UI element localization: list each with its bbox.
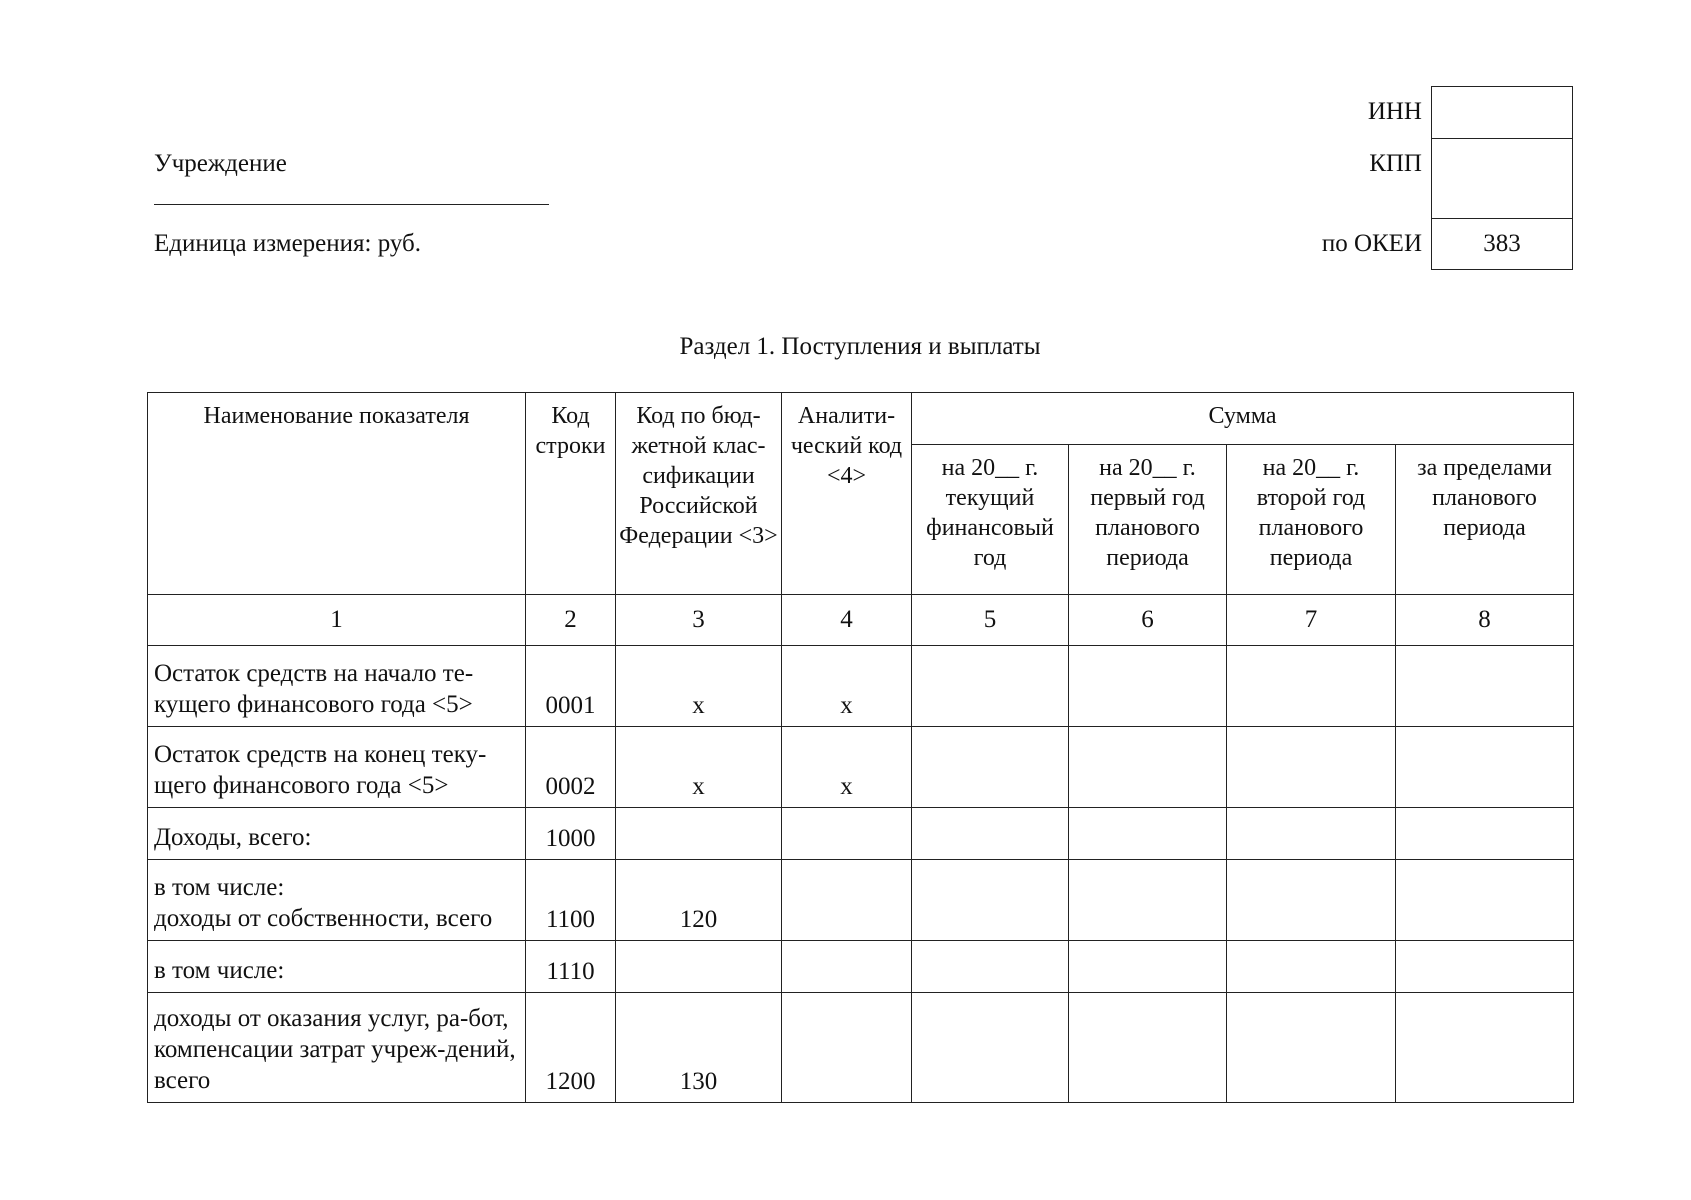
institution-label: Учреждение (154, 150, 287, 177)
institution-underline (154, 204, 549, 205)
row-budget-code (616, 941, 782, 993)
unit-label: Единица измерения: руб. (154, 230, 422, 257)
header-budget-code: Код по бюд-жетной клас-сификации Российской Федерации <3> (616, 393, 782, 595)
row-name: в том числе: (148, 941, 526, 993)
column-number: 7 (1227, 595, 1396, 646)
column-number: 1 (148, 595, 526, 646)
sum-cell[interactable] (1069, 646, 1227, 727)
row-analytic-code (782, 993, 912, 1103)
row-analytic-code: x (782, 646, 912, 727)
table-row (148, 808, 1574, 860)
header-line-code: Код строки (526, 393, 616, 595)
sum-cell[interactable] (1396, 860, 1574, 941)
column-number: 6 (1069, 595, 1227, 646)
row-analytic-code (782, 941, 912, 993)
column-number: 2 (526, 595, 616, 646)
sum-cell[interactable] (1227, 993, 1396, 1103)
table-row (148, 727, 1574, 808)
inn-label: ИНН (1367, 98, 1422, 125)
sum-cell[interactable] (912, 646, 1069, 727)
column-number: 3 (616, 595, 782, 646)
okei-value: 383 (1483, 230, 1521, 257)
sum-cell[interactable] (1396, 808, 1574, 860)
sum-cell[interactable] (1069, 941, 1227, 993)
header-sum-current: на 20__ г. текущий финансовый год (912, 445, 1069, 595)
column-number: 4 (782, 595, 912, 646)
row-analytic-code (782, 860, 912, 941)
row-code: 1200 (526, 993, 616, 1103)
row-name: Остаток средств на начало те-кущего финансового года <5> (148, 646, 526, 727)
header-sum-first: на 20__ г. первый год планового периода (1069, 445, 1227, 595)
sum-cell[interactable] (1227, 941, 1396, 993)
header-name: Наименование показателя (148, 393, 526, 595)
kpp-label: КПП (1369, 150, 1422, 177)
row-budget-code: 120 (616, 860, 782, 941)
row-code: 0002 (526, 727, 616, 808)
table-row (148, 860, 1574, 941)
sum-cell[interactable] (1227, 727, 1396, 808)
sum-cell[interactable] (1396, 993, 1574, 1103)
row-code: 1110 (526, 941, 616, 993)
row-name: Доходы, всего: (148, 808, 526, 860)
row-budget-code: 130 (616, 993, 782, 1103)
row-code: 1000 (526, 808, 616, 860)
sum-cell[interactable] (912, 941, 1069, 993)
table-row (148, 993, 1574, 1103)
row-name: Остаток средств на конец теку-щего финансового года <5> (148, 727, 526, 808)
column-number: 8 (1396, 595, 1574, 646)
row-analytic-code: x (782, 727, 912, 808)
header-sum-beyond: за пределами планового периода (1396, 445, 1574, 595)
row-budget-code: x (616, 727, 782, 808)
sum-cell[interactable] (1069, 993, 1227, 1103)
column-number: 5 (912, 595, 1069, 646)
kpp-value[interactable] (1432, 139, 1572, 219)
column-number-row (148, 595, 1574, 646)
sum-cell[interactable] (912, 808, 1069, 860)
sum-cell[interactable] (1069, 860, 1227, 941)
row-code: 0001 (526, 646, 616, 727)
sum-cell[interactable] (1069, 808, 1227, 860)
section-title: Раздел 1. Поступления и выплаты (679, 333, 1041, 360)
header-analytic-code: Аналити-ческий код <4> (782, 393, 912, 595)
sum-cell[interactable] (912, 993, 1069, 1103)
inn-value[interactable] (1432, 87, 1572, 139)
sum-cell[interactable] (1227, 860, 1396, 941)
header-sum-second: на 20__ г. второй год планового периода (1227, 445, 1396, 595)
sum-cell[interactable] (1396, 941, 1574, 993)
row-analytic-code (782, 808, 912, 860)
sum-cell[interactable] (912, 860, 1069, 941)
sum-cell[interactable] (1396, 646, 1574, 727)
row-name: в том числе: доходы от собственности, всего (148, 860, 526, 941)
table-row (148, 646, 1574, 727)
sum-cell[interactable] (1069, 727, 1227, 808)
okei-label: по ОКЕИ (1321, 230, 1422, 257)
header-sum: Сумма (912, 393, 1574, 445)
row-budget-code (616, 808, 782, 860)
sum-cell[interactable] (1227, 646, 1396, 727)
sum-cell[interactable] (1396, 727, 1574, 808)
sum-cell[interactable] (1227, 808, 1396, 860)
receipts-payments-table (147, 392, 1574, 1103)
row-budget-code: x (616, 646, 782, 727)
codes-box (1431, 86, 1573, 270)
row-name: доходы от оказания услуг, ра-бот, компенсации затрат учреж-дений, всего (148, 993, 526, 1103)
row-code: 1100 (526, 860, 616, 941)
sum-cell[interactable] (912, 727, 1069, 808)
table-row (148, 941, 1574, 993)
